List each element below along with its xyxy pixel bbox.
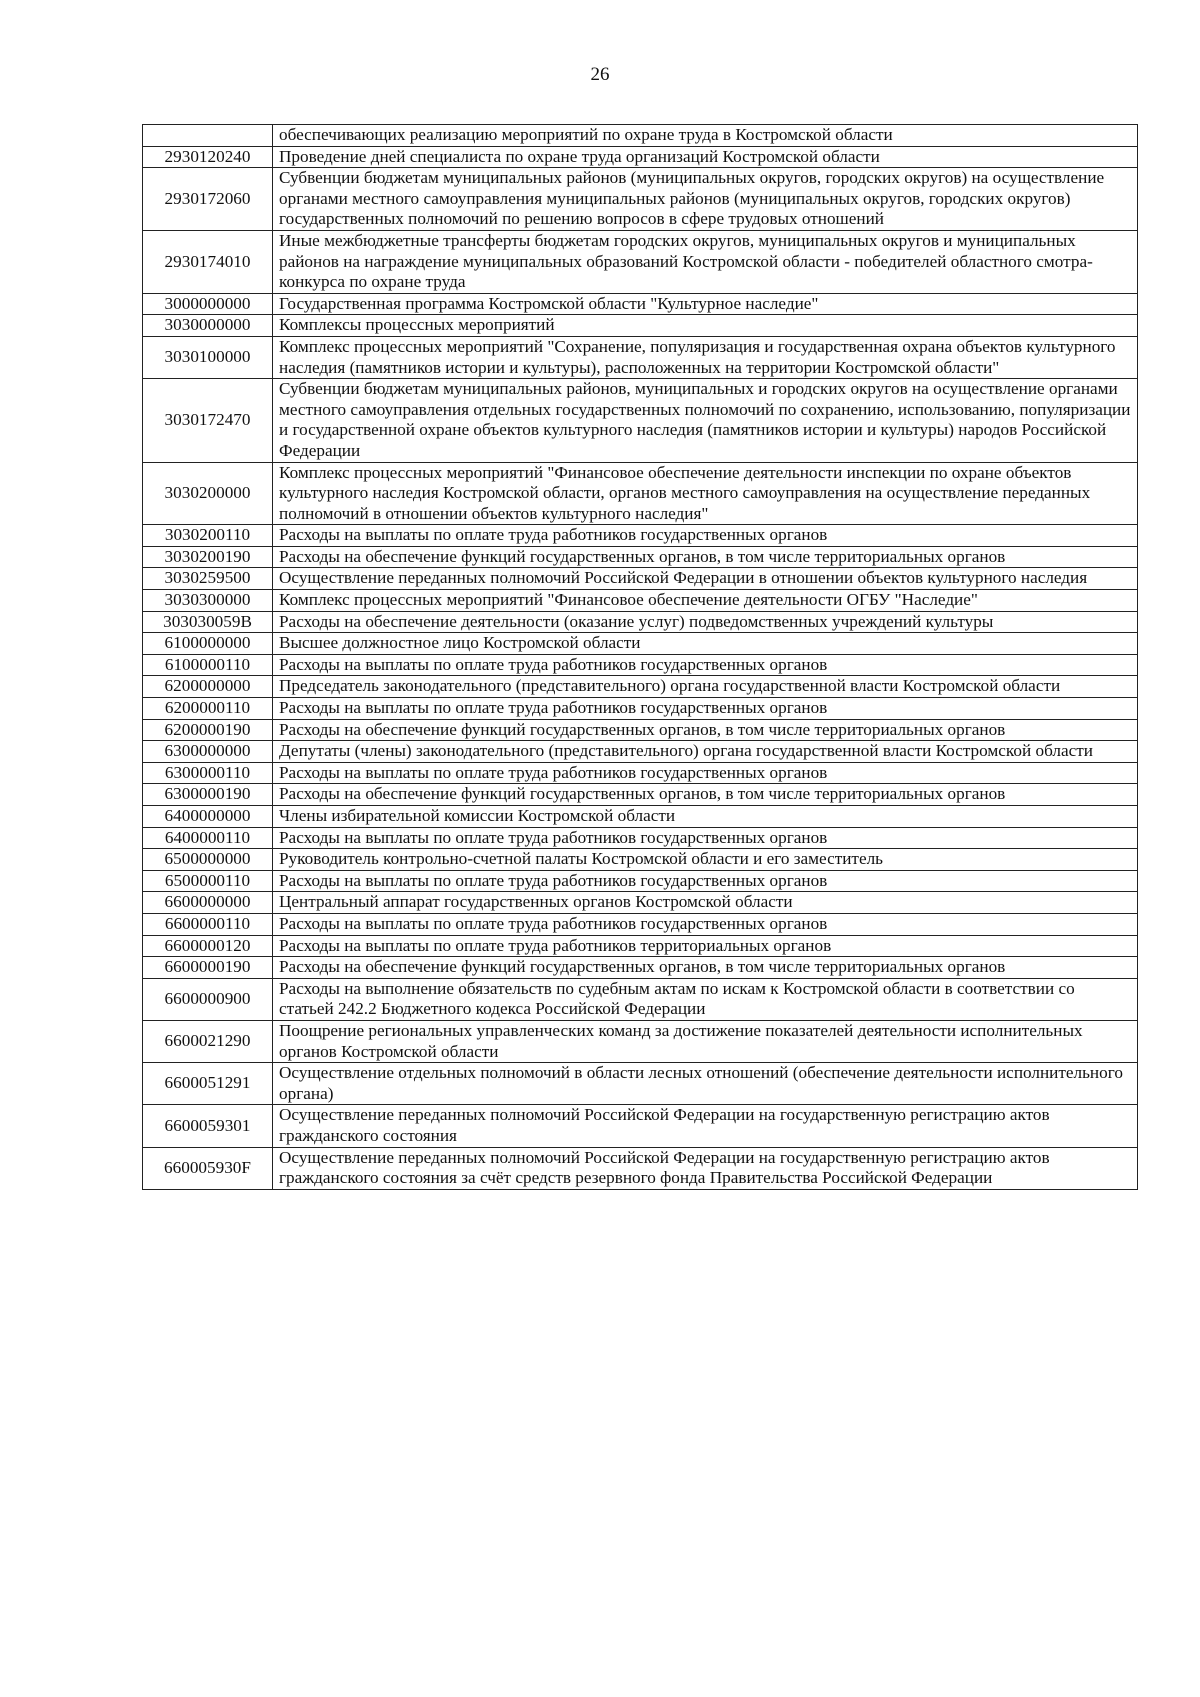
table-row	[143, 806, 1138, 828]
table-row	[143, 1105, 1138, 1147]
budget-code-cell: 6300000000	[143, 741, 273, 763]
expense-name-cell: Проведение дней специалиста по охране труда организаций Костромской области	[273, 146, 1138, 168]
table-row	[143, 935, 1138, 957]
table-row	[143, 168, 1138, 231]
budget-code-cell: 303030059В	[143, 611, 273, 633]
expense-name-cell: Расходы на выплаты по оплате труда работников государственных органов	[273, 654, 1138, 676]
table-row	[143, 762, 1138, 784]
budget-code-cell: 6200000000	[143, 676, 273, 698]
expense-name-cell: Расходы на выплаты по оплате труда работников государственных органов	[273, 525, 1138, 547]
budget-code-cell: 660005930F	[143, 1147, 273, 1189]
budget-code-cell: 6100000110	[143, 654, 273, 676]
expense-name-cell: Председатель законодательного (представительного) органа государственной власти Костромской области	[273, 676, 1138, 698]
table-row	[143, 957, 1138, 979]
table-row	[143, 379, 1138, 462]
budget-code-cell	[143, 125, 273, 147]
table-row	[143, 336, 1138, 378]
budget-code-cell: 3030200110	[143, 525, 273, 547]
expense-name-cell: Расходы на обеспечение функций государственных органов, в том числе территориальных органов	[273, 719, 1138, 741]
budget-code-cell: 6600059301	[143, 1105, 273, 1147]
table-row	[143, 146, 1138, 168]
expense-name-cell: Субвенции бюджетам муниципальных районов (муниципальных округов, городских округов) на осуществление органами местного самоуправления муниципальных районов (муниципальных округов, городских округов) государственных полномочий по решению вопросов в сфере трудовых отношений	[273, 168, 1138, 231]
budget-code-cell: 6300000110	[143, 762, 273, 784]
table-row	[143, 1020, 1138, 1062]
budget-code-cell: 6500000110	[143, 870, 273, 892]
expense-name-cell: Расходы на выплаты по оплате труда работников территориальных органов	[273, 935, 1138, 957]
table-row	[143, 1147, 1138, 1189]
budget-code-cell: 6600000000	[143, 892, 273, 914]
expense-name-cell: Члены избирательной комиссии Костромской области	[273, 806, 1138, 828]
expense-name-cell: Расходы на выплаты по оплате труда работников государственных органов	[273, 913, 1138, 935]
expense-name-cell: Расходы на обеспечение функций государственных органов, в том числе территориальных органов	[273, 784, 1138, 806]
expense-name-cell: Осуществление переданных полномочий Российской Федерации на государственную регистрацию актов гражданского состояния	[273, 1105, 1138, 1147]
expense-name-cell: Расходы на выплаты по оплате труда работников государственных органов	[273, 870, 1138, 892]
table-row	[143, 315, 1138, 337]
budget-code-cell: 6600051291	[143, 1063, 273, 1105]
budget-code-cell: 6600000900	[143, 978, 273, 1020]
expense-name-cell: Руководитель контрольно-счетной палаты Костромской области и его заместитель	[273, 849, 1138, 871]
budget-code-cell: 3030172470	[143, 379, 273, 462]
table-row	[143, 230, 1138, 293]
budget-code-cell: 3030100000	[143, 336, 273, 378]
table-row	[143, 590, 1138, 612]
budget-code-cell: 2930120240	[143, 146, 273, 168]
table-row	[143, 741, 1138, 763]
table-row	[143, 719, 1138, 741]
expense-name-cell: обеспечивающих реализацию мероприятий по охране труда в Костромской области	[273, 125, 1138, 147]
table-row	[143, 978, 1138, 1020]
expense-name-cell: Осуществление переданных полномочий Российской Федерации в отношении объектов культурного наследия	[273, 568, 1138, 590]
table-row	[143, 892, 1138, 914]
budget-code-cell: 6100000000	[143, 633, 273, 655]
expense-name-cell: Поощрение региональных управленческих команд за достижение показателей деятельности исполнительных органов Костромской области	[273, 1020, 1138, 1062]
budget-code-cell: 3030300000	[143, 590, 273, 612]
budget-code-cell: 2930174010	[143, 230, 273, 293]
table-row	[143, 676, 1138, 698]
expense-name-cell: Государственная программа Костромской области "Культурное наследие"	[273, 293, 1138, 315]
budget-code-cell: 3000000000	[143, 293, 273, 315]
budget-code-cell: 6600000110	[143, 913, 273, 935]
expense-name-cell: Комплекс процессных мероприятий "Сохранение, популяризация и государственная охрана объектов культурного наследия (памятников истории и культуры), расположенных на территории Костромской области"	[273, 336, 1138, 378]
budget-code-cell: 6400000000	[143, 806, 273, 828]
budget-code-table	[142, 124, 1138, 1190]
budget-code-cell: 6300000190	[143, 784, 273, 806]
expense-name-cell: Расходы на обеспечение функций государственных органов, в том числе территориальных органов	[273, 546, 1138, 568]
table-row	[143, 784, 1138, 806]
table-row	[143, 654, 1138, 676]
expense-name-cell: Осуществление отдельных полномочий в области лесных отношений (обеспечение деятельности исполнительного органа)	[273, 1063, 1138, 1105]
table-row	[143, 870, 1138, 892]
table-body	[143, 125, 1138, 1190]
expense-name-cell: Центральный аппарат государственных органов Костромской области	[273, 892, 1138, 914]
expense-name-cell: Комплексы процессных мероприятий	[273, 315, 1138, 337]
table-row	[143, 633, 1138, 655]
table-row	[143, 568, 1138, 590]
budget-code-cell: 3030259500	[143, 568, 273, 590]
table-row	[143, 293, 1138, 315]
expense-name-cell: Расходы на обеспечение функций государственных органов, в том числе территориальных органов	[273, 957, 1138, 979]
expense-name-cell: Расходы на выплаты по оплате труда работников государственных органов	[273, 698, 1138, 720]
expense-name-cell: Расходы на выплаты по оплате труда работников государственных органов	[273, 762, 1138, 784]
expense-name-cell: Расходы на выполнение обязательств по судебным актам по искам к Костромской области в соответствии со статьей 242.2 Бюджетного кодекса Российской Федерации	[273, 978, 1138, 1020]
budget-code-cell: 3030200190	[143, 546, 273, 568]
table-row	[143, 698, 1138, 720]
budget-code-cell: 3030200000	[143, 462, 273, 525]
table-row	[143, 546, 1138, 568]
table-row	[143, 913, 1138, 935]
expense-name-cell: Иные межбюджетные трансферты бюджетам городских округов, муниципальных округов и муниципальных районов на награждение муниципальных образований Костромской области - победителей областного смотра-конкурса по охране труда	[273, 230, 1138, 293]
table-row	[143, 462, 1138, 525]
page-number: 26	[590, 64, 610, 85]
expense-name-cell: Расходы на обеспечение деятельности (оказание услуг) подведомственных учреждений культуры	[273, 611, 1138, 633]
table-row	[143, 827, 1138, 849]
budget-code-cell: 6600000190	[143, 957, 273, 979]
expense-name-cell: Осуществление переданных полномочий Российской Федерации на государственную регистрацию актов гражданского состояния за счёт средств резервного фонда Правительства Российской Федерации	[273, 1147, 1138, 1189]
budget-code-cell: 6200000190	[143, 719, 273, 741]
budget-code-cell: 6500000000	[143, 849, 273, 871]
budget-code-cell: 2930172060	[143, 168, 273, 231]
table-row	[143, 525, 1138, 547]
table-row	[143, 1063, 1138, 1105]
expense-name-cell: Комплекс процессных мероприятий "Финансовое обеспечение деятельности инспекции по охране объектов культурного наследия Костромской области, органов местного самоуправления на осуществление переданных полномочий в отношении объектов культурного наследия"	[273, 462, 1138, 525]
expense-name-cell: Субвенции бюджетам муниципальных районов, муниципальных и городских округов на осуществление органами местного самоуправления отдельных государственных полномочий по сохранению, использованию, популяризации и государственной охране объектов культурного наследия (памятников истории и культуры) народов Российской Федерации	[273, 379, 1138, 462]
expense-name-cell: Депутаты (члены) законодательного (представительного) органа государственной власти Костромской области	[273, 741, 1138, 763]
budget-code-cell: 6200000110	[143, 698, 273, 720]
budget-code-cell: 3030000000	[143, 315, 273, 337]
budget-code-cell: 6400000110	[143, 827, 273, 849]
expense-name-cell: Расходы на выплаты по оплате труда работников государственных органов	[273, 827, 1138, 849]
expense-name-cell: Высшее должностное лицо Костромской области	[273, 633, 1138, 655]
budget-code-cell: 6600000120	[143, 935, 273, 957]
table-row	[143, 849, 1138, 871]
expense-name-cell: Комплекс процессных мероприятий "Финансовое обеспечение деятельности ОГБУ "Наследие"	[273, 590, 1138, 612]
budget-code-cell: 6600021290	[143, 1020, 273, 1062]
table-row	[143, 125, 1138, 147]
table-row	[143, 611, 1138, 633]
